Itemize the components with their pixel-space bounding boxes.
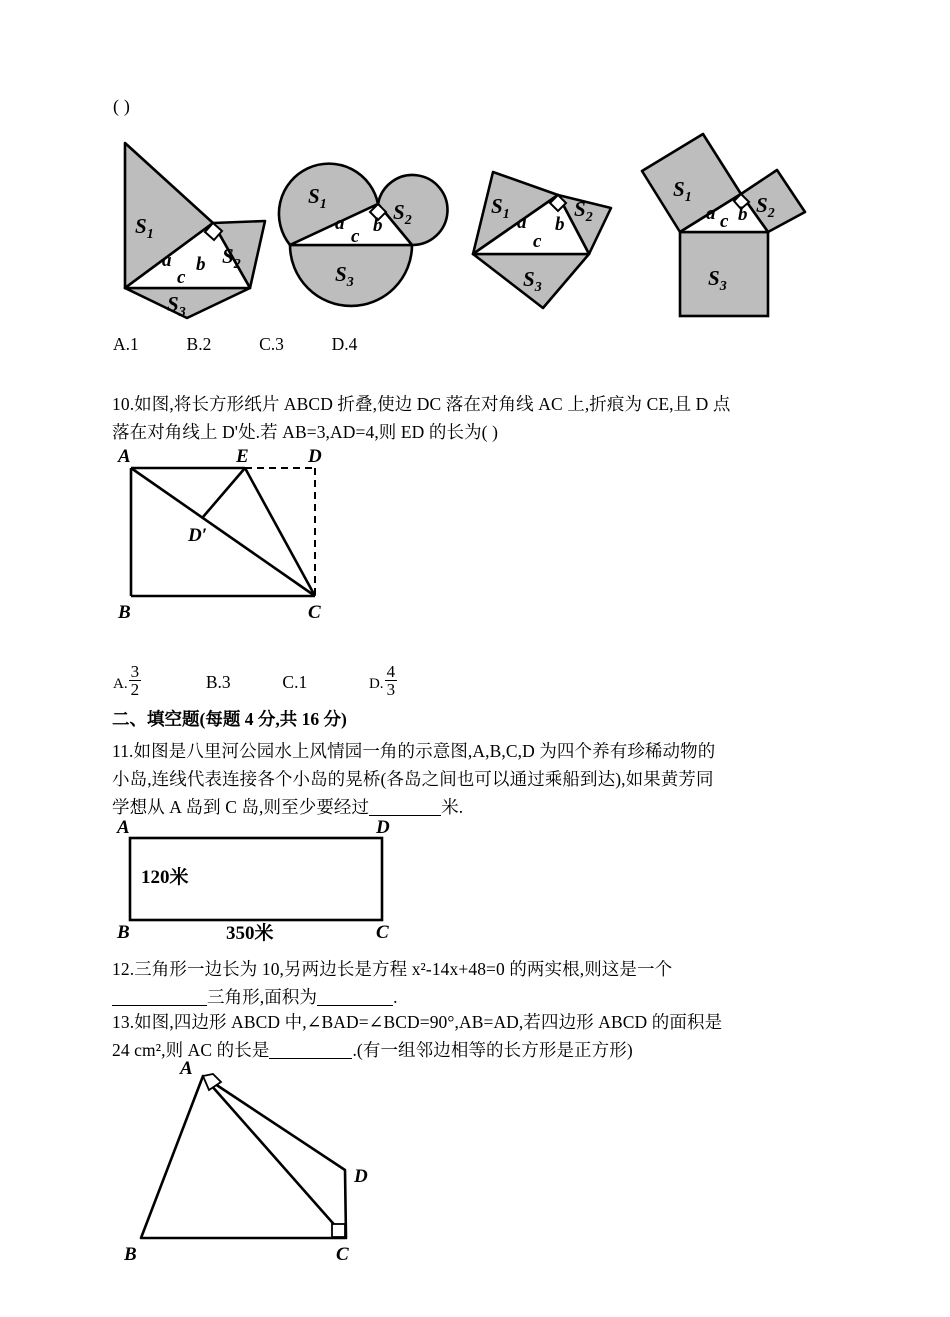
q13-stem — [112, 1008, 839, 1064]
label-s2-sub: 2 — [767, 206, 775, 221]
q10-stem-line-1: 10.如图,将长方形纸片 ABCD 折叠,使边 DC 落在对角线 AC 上,折痕为 CE,且 D 点 — [112, 394, 731, 414]
q10-option-d[interactable] — [369, 663, 398, 699]
label-s1: $S_1$ — [135, 214, 154, 242]
q9-option-b[interactable] — [187, 334, 212, 355]
q9-figure-3-rotated-triangles — [465, 160, 630, 315]
label-s1-sub: 1 — [146, 227, 154, 242]
q10-stem — [112, 390, 839, 446]
label-s1: $S_1$ — [308, 184, 327, 212]
q10-option-a-denominator: 2 — [130, 680, 140, 700]
q10-option-a-numerator: 3 — [130, 662, 140, 681]
q11-figure-park-rectangle — [108, 818, 408, 943]
label-s1-sub: 1 — [319, 197, 327, 212]
vertex-label-d-prime: D′ — [188, 525, 208, 546]
vertex-label-d: D — [308, 446, 322, 467]
q11-stem-line-3-post: 米. — [441, 797, 464, 817]
label-width-350m: 350米 — [226, 923, 274, 944]
label-s3-sub: 3 — [719, 279, 727, 294]
label-s3: $S_3$ — [708, 266, 727, 294]
q11-stem-line-3 — [112, 793, 839, 821]
label-a: a — [335, 213, 345, 234]
label-b: b — [373, 215, 383, 236]
label-s3: $S_3$ — [167, 292, 186, 320]
vertex-label-c: C — [336, 1244, 349, 1265]
q9-figure-4-squares — [630, 130, 815, 320]
label-s3-sub: 3 — [534, 280, 542, 295]
label-s2-sub: 2 — [404, 213, 412, 228]
label-b: b — [738, 204, 748, 225]
q9-option-d[interactable] — [332, 334, 358, 355]
label-s2: $S_2$ — [574, 197, 593, 225]
vertex-label-b: B — [124, 1244, 137, 1265]
vertex-label-b: B — [117, 922, 130, 943]
vertex-label-a: A — [180, 1058, 193, 1079]
label-c: c — [533, 231, 542, 252]
segment-ac-diagonal — [131, 468, 315, 596]
q10-figure-rectangle-fold — [108, 448, 358, 623]
shape-s3 — [680, 232, 768, 316]
q10-option-b-value: 3 — [221, 671, 231, 692]
q10-option-b[interactable] — [206, 672, 231, 693]
q10-option-b-key: B. — [205, 671, 222, 692]
label-s2: $S_2$ — [756, 193, 775, 221]
vertex-label-d: D — [376, 817, 390, 838]
q10-option-d-fraction — [385, 663, 398, 699]
label-s2: $S_2$ — [393, 200, 412, 228]
vertex-label-a: A — [117, 817, 130, 838]
vertex-label-b: B — [118, 602, 131, 623]
q10-option-c-value: 1 — [298, 671, 308, 692]
label-s1: $S_1$ — [673, 177, 692, 205]
vertex-label-e: E — [236, 446, 249, 467]
q9-option-c[interactable] — [259, 334, 284, 355]
vertex-label-a: A — [118, 446, 131, 467]
label-s2-sub: 2 — [585, 210, 593, 225]
segment-ec-crease — [245, 468, 315, 596]
q9-option-a[interactable] — [113, 334, 139, 355]
q11-stem-line-3-pre: 学想从 A 岛到 C 岛,则至少要经过 — [112, 797, 370, 817]
vertex-label-d: D — [354, 1166, 368, 1187]
q10-option-d-numerator: 4 — [386, 662, 396, 681]
vertex-label-c: C — [308, 602, 321, 623]
label-s3-sub: 3 — [346, 275, 354, 290]
label-a: a — [517, 212, 527, 233]
label-b: b — [196, 254, 206, 275]
q9-figure-2-semicircles — [285, 155, 435, 310]
q9-option-a-key: A. — [113, 334, 131, 354]
q10-option-d-key: D. — [368, 675, 384, 692]
q10-options-row — [113, 663, 398, 699]
label-c: c — [177, 267, 186, 288]
q10-option-a[interactable] — [113, 663, 142, 699]
q9-options-row — [113, 334, 357, 355]
label-s1-sub: 1 — [684, 190, 692, 205]
q9-option-d-key: D. — [331, 334, 349, 354]
shape-quadrilateral-abcd — [141, 1076, 346, 1238]
q12-stem — [112, 955, 839, 1011]
q11-stem — [112, 737, 839, 821]
label-s2: $S_2$ — [222, 244, 241, 272]
right-angle-marker-c — [332, 1224, 345, 1237]
q11-stem-line-1: 11.如图是八里河公园水上风情园一角的示意图,A,B,C,D 为四个养有珍稀动物的 — [112, 741, 716, 761]
label-s1: $S_1$ — [491, 194, 510, 222]
q9-option-b-key: B. — [186, 334, 203, 354]
q10-option-a-fraction — [129, 663, 142, 699]
q12-answer-blank-2[interactable] — [317, 989, 393, 1006]
label-s3-sub: 3 — [178, 305, 186, 320]
q9-option-d-value: 4 — [348, 334, 358, 354]
label-s2-sub: 2 — [233, 257, 241, 272]
q13-answer-blank[interactable] — [269, 1042, 352, 1059]
q13-figure-quadrilateral — [108, 1058, 398, 1265]
section-2-heading: 二、填空题(每题 4 分,共 16 分) — [112, 709, 347, 729]
q9-option-b-value: 2 — [202, 334, 212, 354]
label-a: a — [162, 250, 172, 271]
label-c: c — [720, 211, 729, 232]
label-height-120m: 120米 — [141, 867, 189, 888]
q10-option-d-denominator: 3 — [386, 680, 396, 700]
q12-answer-blank-1[interactable] — [112, 989, 207, 1006]
q10-option-c[interactable] — [282, 672, 307, 693]
shape-s3 — [125, 288, 250, 318]
q11-stem-line-2: 小岛,连线代表连接各个小岛的晃桥(各岛之间也可以通过乘船到达),如果黄芳同 — [112, 769, 714, 789]
q9-option-c-key: C. — [259, 334, 276, 354]
label-s3: $S_3$ — [523, 267, 542, 295]
q10-option-a-key: A. — [113, 675, 128, 692]
q10-stem-line-2: 落在对角线上 D'处.若 AB=3,AD=4,则 ED 的长为( ) — [112, 422, 498, 442]
label-s1-sub: 1 — [502, 207, 510, 222]
label-a: a — [706, 203, 716, 224]
q9-option-a-value: 1 — [130, 334, 139, 354]
vertex-label-c: C — [376, 922, 389, 943]
label-b: b — [555, 214, 565, 235]
q11-answer-blank[interactable] — [369, 799, 441, 816]
q12-stem-line-2-mid: 三角形,面积为 — [207, 987, 318, 1007]
q9-option-c-value: 3 — [275, 334, 284, 354]
q12-stem-line-1: 12.三角形一边长为 10,另两边长是方程 x²-14x+48=0 的两实根,则这是一个 — [112, 959, 673, 979]
label-c: c — [351, 226, 360, 247]
q13-stem-line-1: 13.如图,四边形 ABCD 中,∠BAD=∠BCD=90°,AB=AD,若四边形 ABCD 的面积是 — [112, 1012, 723, 1032]
q13-stem-line-2-pre: 24 cm²,则 AC 的长是 — [112, 1040, 270, 1060]
label-s3: $S_3$ — [335, 262, 354, 290]
q10-option-c-key: C. — [282, 671, 299, 692]
q12-stem-line-2 — [112, 983, 839, 1011]
q9-answer-paren: ( ) — [113, 96, 131, 116]
q9-figure-1-triangles — [105, 133, 270, 318]
q13-stem-line-2-post: .(有一组邻边相等的长方形是正方形) — [352, 1040, 633, 1060]
segment-ed-prime — [203, 468, 245, 517]
q12-stem-line-2-end: . — [393, 987, 398, 1007]
